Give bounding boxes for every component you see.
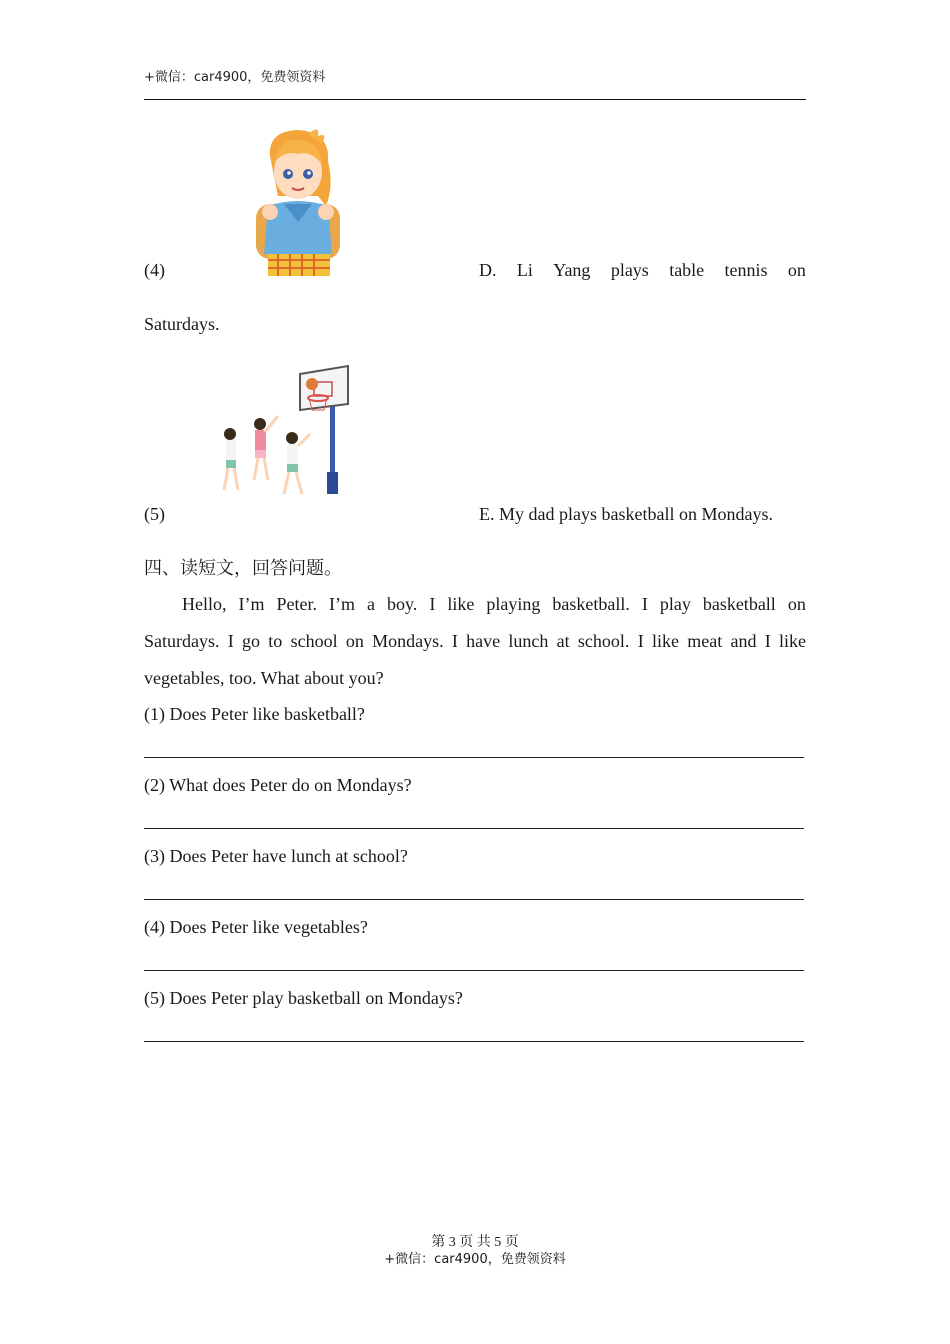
word: I’m (238, 594, 265, 614)
word: Li (516, 260, 533, 280)
footer-watermark: +微信：car4900，免费领资料 (384, 1252, 566, 1267)
word: meat (687, 631, 723, 651)
header-watermark: +微信：car4900，免费领资料 (144, 70, 326, 85)
word: I (227, 631, 234, 651)
word: Hello, (182, 594, 227, 614)
item-4-answer (479, 259, 806, 281)
word: I (641, 594, 648, 614)
word: I (451, 631, 458, 651)
word: a (367, 594, 375, 614)
word: plays (610, 260, 649, 280)
word: table (669, 260, 705, 280)
item-5-answer: E. My dad plays basketball on Mondays. (479, 504, 773, 524)
question-3: (3) Does Peter have lunch at school? (144, 846, 408, 866)
word: tennis (724, 260, 768, 280)
word: playing (486, 594, 541, 614)
word: Mondays. (372, 631, 444, 651)
word: I (637, 631, 644, 651)
passage-line-3: vegetables, too. What about you? (144, 668, 384, 688)
section-heading: 四、读短文，回答问题。 (144, 558, 342, 579)
item-4-number: (4) (144, 260, 165, 280)
word: Saturdays. (144, 631, 220, 651)
word: Yang (553, 260, 591, 280)
word: go (242, 631, 261, 651)
word: I’m (329, 594, 355, 614)
word: school. (577, 631, 630, 651)
word: at (556, 631, 570, 651)
question-5: (5) Does Peter play basketball on Mondays? (144, 988, 463, 1008)
word: to (268, 631, 283, 651)
word: on (787, 260, 806, 280)
word: basketball (702, 594, 776, 614)
word: basketball. (552, 594, 630, 614)
passage-line-1 (182, 593, 806, 615)
word: like (651, 631, 679, 651)
word: play (659, 594, 691, 614)
word: on (787, 594, 806, 614)
word: I (429, 594, 436, 614)
answer-line-5[interactable] (144, 1041, 804, 1042)
word: boy. (387, 594, 418, 614)
header-divider (144, 99, 806, 100)
word: like (779, 631, 806, 651)
answer-line-4[interactable] (144, 970, 804, 971)
word: D. (479, 260, 497, 280)
basketball-kids-illustration (218, 364, 352, 500)
answer-line-1[interactable] (144, 757, 804, 758)
page-number: 第 3 页 共 5 页 (431, 1235, 519, 1250)
word: I (764, 631, 771, 651)
passage-line-2 (144, 630, 806, 652)
word: on (345, 631, 364, 651)
answer-line-2[interactable] (144, 828, 804, 829)
question-1: (1) Does Peter like basketball? (144, 704, 365, 724)
word: have (466, 631, 501, 651)
answer-line-3[interactable] (144, 899, 804, 900)
word: and (730, 631, 757, 651)
word: school (290, 631, 338, 651)
word: Peter. (276, 594, 317, 614)
word: like (447, 594, 475, 614)
item-5-number: (5) (144, 504, 165, 524)
word: lunch (508, 631, 549, 651)
girl-backpack-illustration (248, 126, 348, 276)
item-4-answer-cont: Saturdays. (144, 314, 220, 334)
question-4: (4) Does Peter like vegetables? (144, 917, 368, 937)
question-2: (2) What does Peter do on Mondays? (144, 775, 412, 795)
